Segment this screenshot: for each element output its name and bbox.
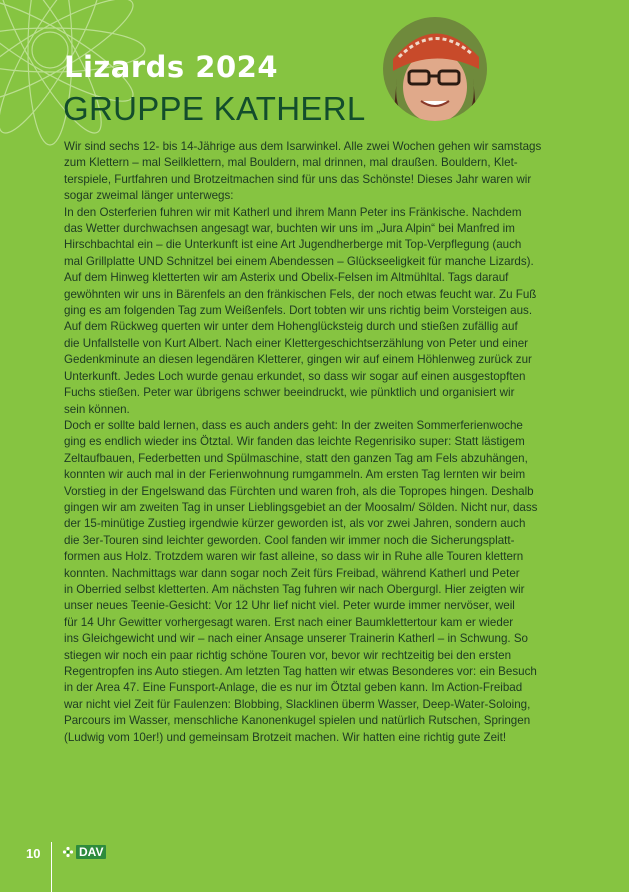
body-line: Parcours im Wasser, menschliche Kanonenkugel spielen und natürlich Rutschen, Springen — [64, 714, 531, 728]
body-line: terspiele, Furtfahren und Brotzeitmachen sind für uns das Schönste! Dieses Jahr waren wir — [64, 172, 532, 186]
body-line: die Unfallstelle von Kurt Albert. Nach einer Klettergeschichtserzählung von Peter und einer — [64, 336, 529, 350]
body-line: sogar zweimal länger unterwegs: — [64, 189, 234, 203]
body-line: Regentropfen ins Auto stiegen. Am letzten Tag hatten wir etwas Besonderes vor: ein Besuch — [64, 665, 537, 678]
body-line: ging es am folgenden Tag zum Weißenfels. Dort tobten wir uns richtig beim Vorsteigen aus. — [64, 304, 533, 318]
body-line: konnten wir auch mal in der Ferienwohnung rumgammeln. Am ersten Tag lernten wir beim — [64, 468, 526, 482]
article-body — [64, 139, 572, 746]
body-line: in Oberried selbst kletterten. Am nächsten Tag fuhren wir nach Obergurgl. Hier zeigten wir — [64, 582, 525, 596]
body-line: Zeltaufbauen, Federbetten und Spülmaschine, statt den ganzen Tag am Fels abzuhängen, — [64, 451, 528, 465]
portrait-photo — [383, 17, 487, 121]
body-line: ins Gleichgewicht und wir – nach einer Ansage unserer Trainerin Katherl – in Schwung. So — [64, 632, 529, 646]
footer-divider — [51, 842, 52, 892]
dav-logo — [62, 845, 106, 859]
body-line: Hirschbachtal ein – die Unterkunft ist eine Art Jugendherberge mit Top-Verpflegung (auch — [64, 238, 522, 252]
page-number: 10 — [26, 846, 41, 861]
body-line: Auf dem Hinweg kletterten wir am Asterix und Obelix-Felsen im Altmühltal. Tags darauf — [64, 271, 509, 285]
body-line: Auf dem Rückweg querten wir unter dem Hohenglücksteig durch und stießen zufällig auf — [64, 320, 518, 334]
body-line: Gedenkminute an diesen legendären Kletterer, gingen wir auf einem Höhlenweg zurück zur — [64, 353, 532, 367]
group-title: GRUPPE KATHERL — [63, 90, 366, 127]
body-line: Vorstieg in der Engelswand das Fürchten und waren froh, als die Topropes hingen. Deshalb — [64, 484, 534, 498]
body-line: Doch er sollte bald lernen, dass es auch anders geht: In der zweiten Sommerferienwoche — [64, 418, 523, 432]
body-line: formen aus Holz. Trotzdem waren wir fast alleine, so dass wir in Ruhe alle Touren klettern — [64, 550, 524, 564]
body-line: Wir sind sechs 12- bis 14-Jährige aus dem Isarwinkel. Alle zwei Wochen gehen wir samstags — [64, 140, 542, 153]
body-line: In den Osterferien fuhren wir mit Katherl und ihrem Mann Peter ins Fränkische. Nachdem — [64, 205, 522, 219]
dav-logo-text: DAV — [76, 845, 106, 859]
body-line: unser neues Teenie-Gesicht: Vor 12 Uhr lief nicht viel. Peter wurde immer nervöser, weil — [64, 599, 515, 613]
body-line: war nicht viel Zeit für Faulenzen: Blobbing, Slacklinen überm Wasser, Deep-Water-Soloing, — [64, 697, 531, 711]
body-line: konnten. Nachmittags war dann sogar noch Zeit fürs Freibad, während Katherl und Peter — [64, 566, 520, 580]
body-line: das Wetter durchwachsen angesagt war, buchten wir uns im „Jura Alpin“ bei Manfred im — [64, 222, 515, 236]
body-line: stiegen wir noch ein paar richtig schöne Touren vor, bevor wir rechtzeitig bei den ersten — [64, 648, 512, 662]
body-line: die 3er-Touren sind leichter geworden. Cool fanden wir immer noch die Sicherungsplatt- — [64, 533, 515, 547]
body-line: gewöhnten wir uns in Bärenfels an den fränkischen Fels, der noch etwas feucht war. Zu Fuß — [64, 287, 537, 301]
body-line: der 15-minütige Zustieg irgendwie kürzer geworden ist, als vor zwei Jahren, sondern auch — [64, 517, 526, 531]
body-line: zum Klettern – mal Seilklettern, mal Bouldern, mal drinnen, mal draußen. Bouldern, Klet- — [64, 156, 518, 170]
body-line: in der Area 47. Eine Funsport-Anlage, die es nur im Ötztal geben kann. Im Action-Freibad — [64, 681, 523, 695]
body-line: Unterkunft. Jedes Loch wurde genau erkundet, so dass wir sogar auf einen ausgestopften — [64, 369, 526, 383]
body-line: Fuchs stießen. Peter war übrigens schwer beeindruckt, wie pünktlich und organisiert wir — [64, 386, 515, 400]
section-script-title: Lizards 2024 — [64, 50, 278, 84]
body-line: sein können. — [64, 402, 130, 416]
body-line: gingen wir am zweiten Tag in unser Lieblingsgebiet an der Moosalm/ Sölden. Nicht nur, dass — [64, 500, 538, 514]
body-line: mal Grillplatte UND Schnitzel bei einem Abendessen – Glückseeligkeit für manche Lizards). — [64, 254, 534, 268]
body-line: für 14 Uhr Gewitter vorhergesagt waren. Erst nach einer Baumklettertour kam er wieder — [64, 615, 514, 629]
body-line: ging es endlich wieder ins Ötztal. Wir fanden das leichte Regenrisiko super: Statt lästigem — [64, 435, 525, 449]
body-line: (Ludwig vom 10er!) und gemeinsam Brotzeit machen. Wir hatten eine richtig gute Zeit! — [64, 730, 507, 744]
edelweiss-icon — [62, 846, 74, 858]
